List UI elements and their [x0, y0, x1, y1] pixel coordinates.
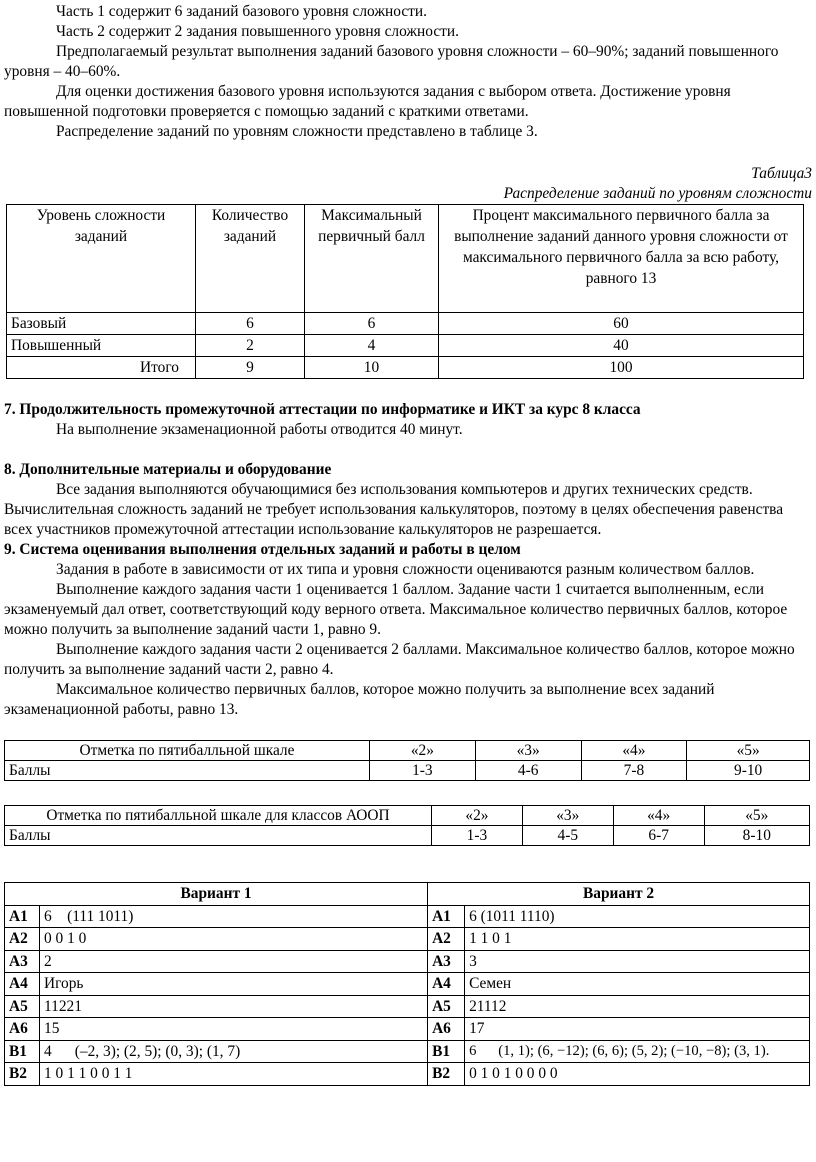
task-code: А4 — [5, 973, 40, 996]
table-row — [5, 973, 810, 996]
intro-block — [4, 0, 812, 142]
table-row — [5, 826, 810, 846]
section9-paragraph: Максимальное количество первичных баллов, которое можно получить за выполнение всех заданий экзаменационной работы, равно 13. — [4, 681, 715, 719]
table-header-cell: «2» — [432, 806, 523, 826]
table-cell: 100 — [439, 357, 804, 379]
table-header-row — [7, 205, 804, 313]
task-code: А1 — [428, 905, 465, 928]
table-header-cell: «3» — [475, 741, 581, 761]
table-row — [5, 761, 810, 781]
answer-cell: Игорь — [40, 973, 428, 996]
table-cell: 2 — [196, 335, 305, 357]
table-cell: 60 — [439, 313, 804, 335]
table-row — [5, 1040, 810, 1063]
table-header-cell: Отметка по пятибалльной шкале — [5, 741, 370, 761]
answer-cell: 21112 — [465, 995, 810, 1018]
table-row — [5, 1018, 810, 1041]
section9-paragraph: Задания в работе в зависимости от их типа и уровня сложности оцениваются разным количеством баллов. — [56, 561, 755, 579]
task-code: В1 — [5, 1040, 40, 1063]
table-header-row — [5, 741, 810, 761]
intro-paragraph: Предполагаемый результат выполнения заданий базового уровня сложности – 60–90%; заданий повышенного уровня – 40–60%. — [4, 43, 779, 81]
table-header-row — [5, 883, 810, 906]
intro-paragraph: Часть 2 содержит 2 задания повышенного уровня сложности. — [56, 23, 459, 41]
section8-heading: 8. Дополнительные материалы и оборудование — [4, 461, 332, 479]
table-row — [5, 905, 810, 928]
table-cell: 6-7 — [613, 826, 704, 846]
table-cell: Баллы — [5, 761, 370, 781]
table-row — [5, 928, 810, 951]
table-cell: 4 — [305, 335, 439, 357]
table3-caption: Распределение заданий по уровням сложности — [503, 185, 812, 203]
answer-cell: 0 1 0 1 0 0 0 0 — [465, 1063, 810, 1086]
table-cell: 8-10 — [704, 826, 809, 846]
table-cell: 9-10 — [687, 761, 810, 781]
intro-paragraph: Распределение заданий по уровням сложности представлено в таблице 3. — [56, 123, 538, 141]
table-header-cell: «2» — [370, 741, 476, 761]
difficulty-table — [6, 204, 804, 379]
answer-cell: 2 — [40, 950, 428, 973]
task-code: А5 — [428, 995, 465, 1018]
task-code: А1 — [5, 905, 40, 928]
answer-cell: Семен — [465, 973, 810, 996]
section9-heading: 9. Система оценивания выполнения отдельных заданий и работы в целом — [4, 541, 521, 559]
section9-paragraph: Выполнение каждого задания части 2 оценивается 2 баллами. Максимальное количество баллов, которое можно получить за выполнение заданий части 2, равно 4. — [4, 641, 795, 679]
section7-heading: 7. Продолжительность промежуточной аттестации по информатике и ИКТ за курс 8 класса — [4, 401, 641, 419]
task-code: А3 — [5, 950, 40, 973]
task-code: В2 — [5, 1063, 40, 1086]
section9-paragraph: Выполнение каждого задания части 1 оценивается 1 баллом. Задание части 1 считается выполненным, если экзаменуемый дал ответ, соответствующий коду верного ответа. Максимальное количество первичных баллов, которое можно получить за выполнение заданий части 1, равно 9. — [4, 581, 788, 639]
table-cell: 9 — [196, 357, 305, 379]
document-page — [4, 0, 812, 1086]
answer-cell: 6 (1, 1); (6, −12); (6, 6); (5, 2); (−10, −8); (3, 1). — [465, 1040, 810, 1063]
table-header-cell: «4» — [613, 806, 704, 826]
table-cell: Баллы — [5, 826, 432, 846]
table-cell: 6 — [305, 313, 439, 335]
table-row — [5, 950, 810, 973]
table-cell: Повышенный — [7, 335, 196, 357]
task-code: В2 — [428, 1063, 465, 1086]
section7-text: На выполнение экзаменационной работы отводится 40 минут. — [56, 421, 463, 439]
table-row — [7, 335, 804, 357]
table-cell: 1-3 — [432, 826, 523, 846]
table-cell: 1-3 — [370, 761, 476, 781]
task-code: А4 — [428, 973, 465, 996]
answer-cell: 15 — [40, 1018, 428, 1041]
answer-cell: 4 (–2, 3); (2, 5); (0, 3); (1, 7) — [40, 1040, 428, 1063]
answer-cell: 1 1 0 1 — [465, 928, 810, 951]
answer-cell: 11221 — [40, 995, 428, 1018]
table-header-cell: «3» — [522, 806, 613, 826]
task-code: А6 — [5, 1018, 40, 1041]
task-code: А5 — [5, 995, 40, 1018]
task-code: А3 — [428, 950, 465, 973]
table-header-cell: Процент максимального первичного балла за выполнение заданий данного уровня сложности от максимального первичного балла за всю работу, равного 13 — [439, 205, 804, 313]
answer-cell: 6 (111 1011) — [40, 905, 428, 928]
table-cell: 10 — [305, 357, 439, 379]
grade-scale-aoop-table — [4, 805, 810, 846]
answer-key-table — [4, 882, 810, 1086]
table-header-cell: Уровень сложности заданий — [7, 205, 196, 313]
table3-label: Таблица3 — [751, 165, 812, 183]
task-code: А2 — [428, 928, 465, 951]
table-header-cell: Отметка по пятибалльной шкале для классов АООП — [5, 806, 432, 826]
answer-cell: 3 — [465, 950, 810, 973]
table-header-cell: «5» — [704, 806, 809, 826]
answer-cell: 17 — [465, 1018, 810, 1041]
task-code: А2 — [5, 928, 40, 951]
table-row — [5, 995, 810, 1018]
task-code: В1 — [428, 1040, 465, 1063]
table-cell: 6 — [196, 313, 305, 335]
answer-cell: 0 0 1 0 — [40, 928, 428, 951]
table-cell: 4-6 — [475, 761, 581, 781]
table-row — [7, 313, 804, 335]
answer-cell: 6 (1011 1110) — [465, 905, 810, 928]
variant2-title: Вариант 2 — [428, 883, 810, 906]
table-row — [5, 1063, 810, 1086]
answer-cell: 1 0 1 1 0 0 1 1 — [40, 1063, 428, 1086]
section8-text: Все задания выполняются обучающимися без использования компьютеров и других технических средств. Вычислительная сложность заданий не требует использования калькуляторов, поэтому в целях обеспечения равенства всех участников промежуточной аттестации использование калькуляторов не разрешается. — [4, 481, 784, 539]
table-header-cell: Количество заданий — [196, 205, 305, 313]
grade-scale-table — [4, 740, 810, 781]
variant1-title: Вариант 1 — [5, 883, 428, 906]
table-header-cell: Максимальный первичный балл — [305, 205, 439, 313]
table-cell: Итого — [7, 357, 196, 379]
table-cell: 7-8 — [581, 761, 687, 781]
table-row — [7, 357, 804, 379]
table-cell: Базовый — [7, 313, 196, 335]
task-code: А6 — [428, 1018, 465, 1041]
table-cell: 4-5 — [522, 826, 613, 846]
table-header-cell: «4» — [581, 741, 687, 761]
intro-paragraph: Для оценки достижения базового уровня используются задания с выбором ответа. Достижение уровня повышенной подготовки проверяется с помощью заданий с краткими ответами. — [4, 83, 731, 121]
table-cell: 40 — [439, 335, 804, 357]
table-header-row — [5, 806, 810, 826]
table-header-cell: «5» — [687, 741, 810, 761]
intro-paragraph: Часть 1 содержит 6 заданий базового уровня сложности. — [56, 3, 427, 20]
